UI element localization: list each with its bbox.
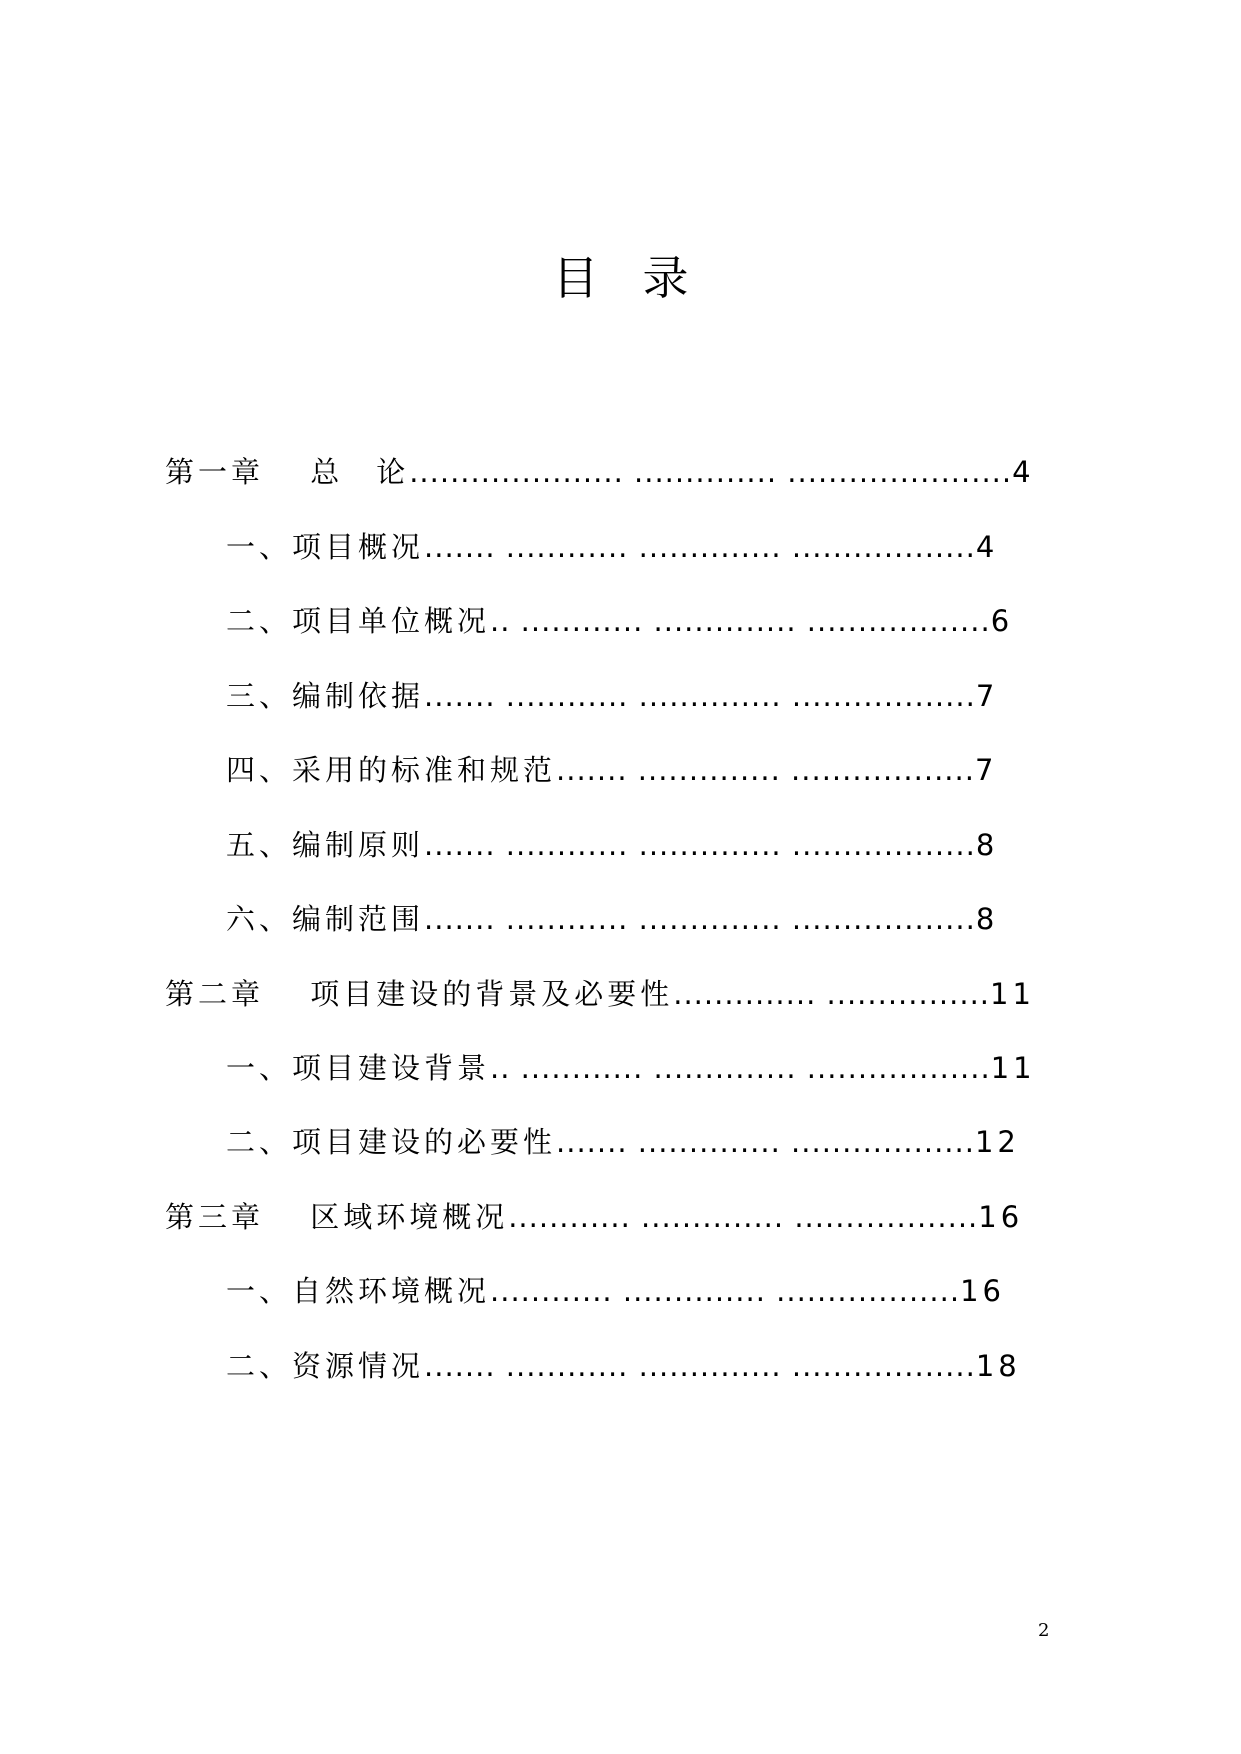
toc-entry-1-2[interactable] xyxy=(226,601,1013,641)
toc-page-number: 11 xyxy=(990,977,1035,1011)
toc-page-number: 4 xyxy=(1012,455,1035,489)
toc-leader-dots: ....... ............ .............. .................. xyxy=(424,679,976,713)
toc-leader-dots: ............ .............. .................. xyxy=(490,1274,961,1308)
toc-page-number: 8 xyxy=(975,902,999,936)
toc-entry-label: 第二章 项目建设的背景及必要性 xyxy=(165,977,674,1011)
toc-entry-label: 二、项目单位概况 xyxy=(226,604,491,638)
toc-leader-dots: ....... ............ .............. .................. xyxy=(424,828,976,862)
toc-leader-dots: .............. ................ xyxy=(673,977,991,1011)
toc-page-number: 7 xyxy=(975,679,999,713)
toc-entry-label: 一、自然环境概况 xyxy=(226,1274,491,1308)
toc-page-number: 16 xyxy=(960,1274,1005,1308)
toc-entry-2-1[interactable] xyxy=(226,1048,1036,1088)
page-title-char-2: 录 xyxy=(642,251,689,305)
toc-entry-1-6[interactable] xyxy=(226,899,998,939)
toc-leader-dots: ....... ............ .............. .................. xyxy=(424,530,976,564)
toc-leader-dots: ....... .............. .................. xyxy=(556,753,975,787)
toc-entry-chapter-1[interactable] xyxy=(165,452,1035,492)
toc-entry-label: 第三章 区域环境概况 xyxy=(165,1200,509,1234)
toc-leader-dots: ....... ............ .............. .................. xyxy=(424,902,976,936)
toc-page-number: 11 xyxy=(990,1051,1036,1085)
toc-entry-1-3[interactable] xyxy=(226,676,998,716)
toc-entry-label: 二、资源情况 xyxy=(226,1349,425,1383)
toc-entry-1-4[interactable] xyxy=(226,750,997,790)
toc-leader-dots: ............ .............. .................. xyxy=(508,1200,979,1234)
toc-page-number: 4 xyxy=(975,530,999,564)
toc-entry-chapter-3[interactable] xyxy=(165,1197,1023,1237)
toc-entry-3-1[interactable] xyxy=(226,1271,1005,1311)
toc-entry-label: 四、采用的标准和规范 xyxy=(226,753,557,787)
page-title xyxy=(0,248,1241,308)
toc-page-number: 8 xyxy=(975,828,999,862)
toc-entry-2-2[interactable] xyxy=(226,1122,1020,1162)
toc-leader-dots: ....... ............ .............. .................. xyxy=(424,1349,976,1383)
toc-page-number: 18 xyxy=(975,1349,1021,1383)
toc-page-number: 16 xyxy=(978,1200,1024,1234)
toc-entry-label: 一、项目建设背景 xyxy=(226,1051,491,1085)
toc-page-number: 7 xyxy=(974,753,998,787)
toc-page-number: 6 xyxy=(990,604,1014,638)
toc-leader-dots: ..................... .............. ...................... xyxy=(409,455,1013,489)
toc-entry-label: 六、编制范围 xyxy=(226,902,425,936)
page-title-char-1: 目 xyxy=(552,251,599,305)
toc-entry-label: 三、编制依据 xyxy=(226,679,425,713)
toc-entry-label: 二、项目建设的必要性 xyxy=(226,1125,557,1159)
toc-page-number: 12 xyxy=(974,1125,1020,1159)
toc-entry-1-5[interactable] xyxy=(226,825,998,865)
toc-leader-dots: .. ............ .............. .................. xyxy=(490,604,991,638)
toc-entry-chapter-2[interactable] xyxy=(165,974,1035,1014)
toc-leader-dots: .. ............ .............. .................. xyxy=(490,1051,991,1085)
toc-entry-label: 一、项目概况 xyxy=(226,530,425,564)
toc-entry-1-1[interactable] xyxy=(226,527,998,567)
toc-leader-dots: ....... .............. .................. xyxy=(556,1125,975,1159)
toc-entry-3-2[interactable] xyxy=(226,1346,1021,1386)
page-number: 2 xyxy=(1038,1620,1050,1641)
toc-entry-label: 五、编制原则 xyxy=(226,828,425,862)
toc-entry-label: 第一章 总 论 xyxy=(165,455,410,489)
